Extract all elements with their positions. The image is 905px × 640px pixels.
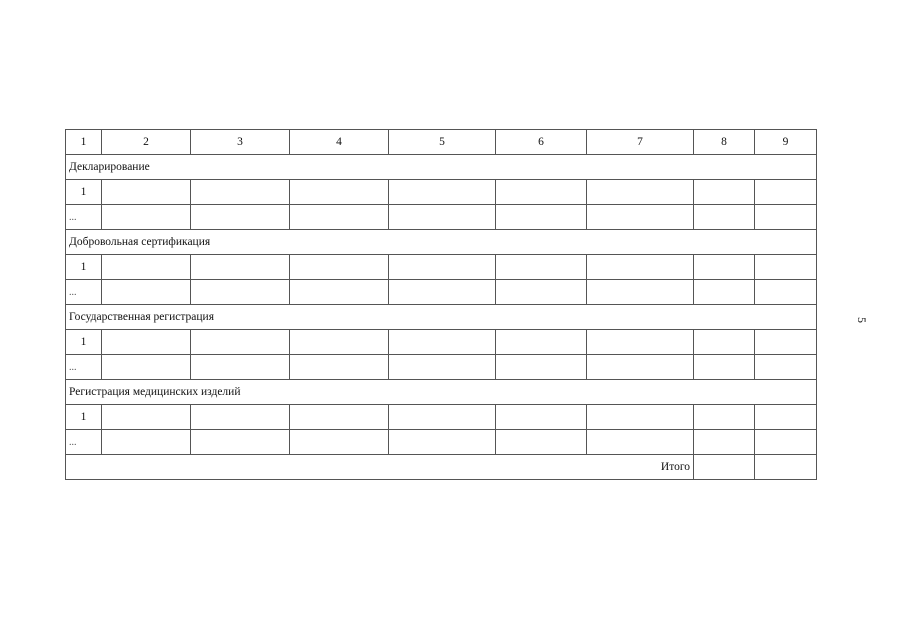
empty-cell bbox=[755, 430, 817, 455]
empty-cell bbox=[102, 205, 191, 230]
empty-cell bbox=[191, 280, 290, 305]
empty-cell bbox=[102, 280, 191, 305]
empty-cell bbox=[755, 180, 817, 205]
empty-cell bbox=[389, 430, 496, 455]
table-row bbox=[66, 255, 817, 280]
empty-cell bbox=[587, 205, 694, 230]
empty-cell bbox=[755, 405, 817, 430]
empty-cell bbox=[389, 205, 496, 230]
empty-cell bbox=[102, 355, 191, 380]
section-title: Декларирование bbox=[66, 155, 817, 180]
empty-cell bbox=[191, 205, 290, 230]
empty-cell bbox=[290, 280, 389, 305]
empty-cell bbox=[755, 355, 817, 380]
empty-cell bbox=[587, 330, 694, 355]
empty-cell bbox=[755, 255, 817, 280]
row-number-cell: 1 bbox=[66, 405, 102, 430]
column-number-cell: 3 bbox=[191, 130, 290, 155]
table-row bbox=[66, 180, 817, 205]
empty-cell bbox=[191, 255, 290, 280]
empty-cell bbox=[755, 280, 817, 305]
row-number-cell: ... bbox=[66, 430, 102, 455]
table-row bbox=[66, 205, 817, 230]
empty-cell bbox=[191, 355, 290, 380]
empty-cell bbox=[102, 330, 191, 355]
empty-cell bbox=[694, 280, 755, 305]
empty-cell bbox=[290, 330, 389, 355]
column-number-cell: 6 bbox=[496, 130, 587, 155]
empty-cell bbox=[191, 430, 290, 455]
empty-cell bbox=[290, 405, 389, 430]
empty-cell bbox=[290, 430, 389, 455]
table-row bbox=[66, 280, 817, 305]
total-label: Итого bbox=[66, 455, 694, 480]
empty-cell bbox=[389, 330, 496, 355]
section-header-row bbox=[66, 230, 817, 255]
empty-cell bbox=[694, 255, 755, 280]
empty-cell bbox=[496, 205, 587, 230]
total-value-cell bbox=[694, 455, 755, 480]
empty-cell bbox=[587, 280, 694, 305]
empty-cell bbox=[389, 280, 496, 305]
empty-cell bbox=[290, 205, 389, 230]
empty-cell bbox=[290, 355, 389, 380]
column-number-cell: 9 bbox=[755, 130, 817, 155]
empty-cell bbox=[102, 255, 191, 280]
empty-cell bbox=[389, 255, 496, 280]
row-number-cell: 1 bbox=[66, 330, 102, 355]
empty-cell bbox=[496, 255, 587, 280]
empty-cell bbox=[290, 180, 389, 205]
table-row bbox=[66, 355, 817, 380]
empty-cell bbox=[694, 180, 755, 205]
total-value-cell bbox=[755, 455, 817, 480]
table-row bbox=[66, 330, 817, 355]
empty-cell bbox=[102, 180, 191, 205]
empty-cell bbox=[496, 280, 587, 305]
empty-cell bbox=[694, 355, 755, 380]
section-title: Государственная регистрация bbox=[66, 305, 817, 330]
page-number: 5 bbox=[855, 317, 869, 323]
table-row bbox=[66, 430, 817, 455]
empty-cell bbox=[389, 355, 496, 380]
empty-cell bbox=[755, 205, 817, 230]
empty-cell bbox=[587, 430, 694, 455]
row-number-cell: ... bbox=[66, 205, 102, 230]
column-number-cell: 4 bbox=[290, 130, 389, 155]
empty-cell bbox=[389, 405, 496, 430]
row-number-cell: ... bbox=[66, 280, 102, 305]
report-table bbox=[65, 129, 817, 480]
empty-cell bbox=[389, 180, 496, 205]
empty-cell bbox=[102, 430, 191, 455]
empty-cell bbox=[694, 405, 755, 430]
empty-cell bbox=[587, 355, 694, 380]
table-body bbox=[66, 130, 817, 480]
empty-cell bbox=[102, 405, 191, 430]
empty-cell bbox=[587, 180, 694, 205]
section-header-row bbox=[66, 155, 817, 180]
empty-cell bbox=[587, 405, 694, 430]
empty-cell bbox=[191, 330, 290, 355]
row-number-cell: 1 bbox=[66, 180, 102, 205]
empty-cell bbox=[694, 430, 755, 455]
row-number-cell: ... bbox=[66, 355, 102, 380]
empty-cell bbox=[496, 405, 587, 430]
column-number-cell: 2 bbox=[102, 130, 191, 155]
empty-cell bbox=[755, 330, 817, 355]
empty-cell bbox=[191, 180, 290, 205]
row-number-cell: 1 bbox=[66, 255, 102, 280]
section-header-row bbox=[66, 380, 817, 405]
empty-cell bbox=[694, 205, 755, 230]
empty-cell bbox=[496, 430, 587, 455]
empty-cell bbox=[496, 355, 587, 380]
section-title: Регистрация медицинских изделий bbox=[66, 380, 817, 405]
column-number-cell: 1 bbox=[66, 130, 102, 155]
table-row bbox=[66, 405, 817, 430]
empty-cell bbox=[694, 330, 755, 355]
empty-cell bbox=[587, 255, 694, 280]
empty-cell bbox=[290, 255, 389, 280]
empty-cell bbox=[496, 180, 587, 205]
column-number-cell: 7 bbox=[587, 130, 694, 155]
column-number-cell: 5 bbox=[389, 130, 496, 155]
section-title: Добровольная сертификация bbox=[66, 230, 817, 255]
empty-cell bbox=[496, 330, 587, 355]
total-row bbox=[66, 455, 817, 480]
empty-cell bbox=[191, 405, 290, 430]
column-number-row bbox=[66, 130, 817, 155]
section-header-row bbox=[66, 305, 817, 330]
column-number-cell: 8 bbox=[694, 130, 755, 155]
